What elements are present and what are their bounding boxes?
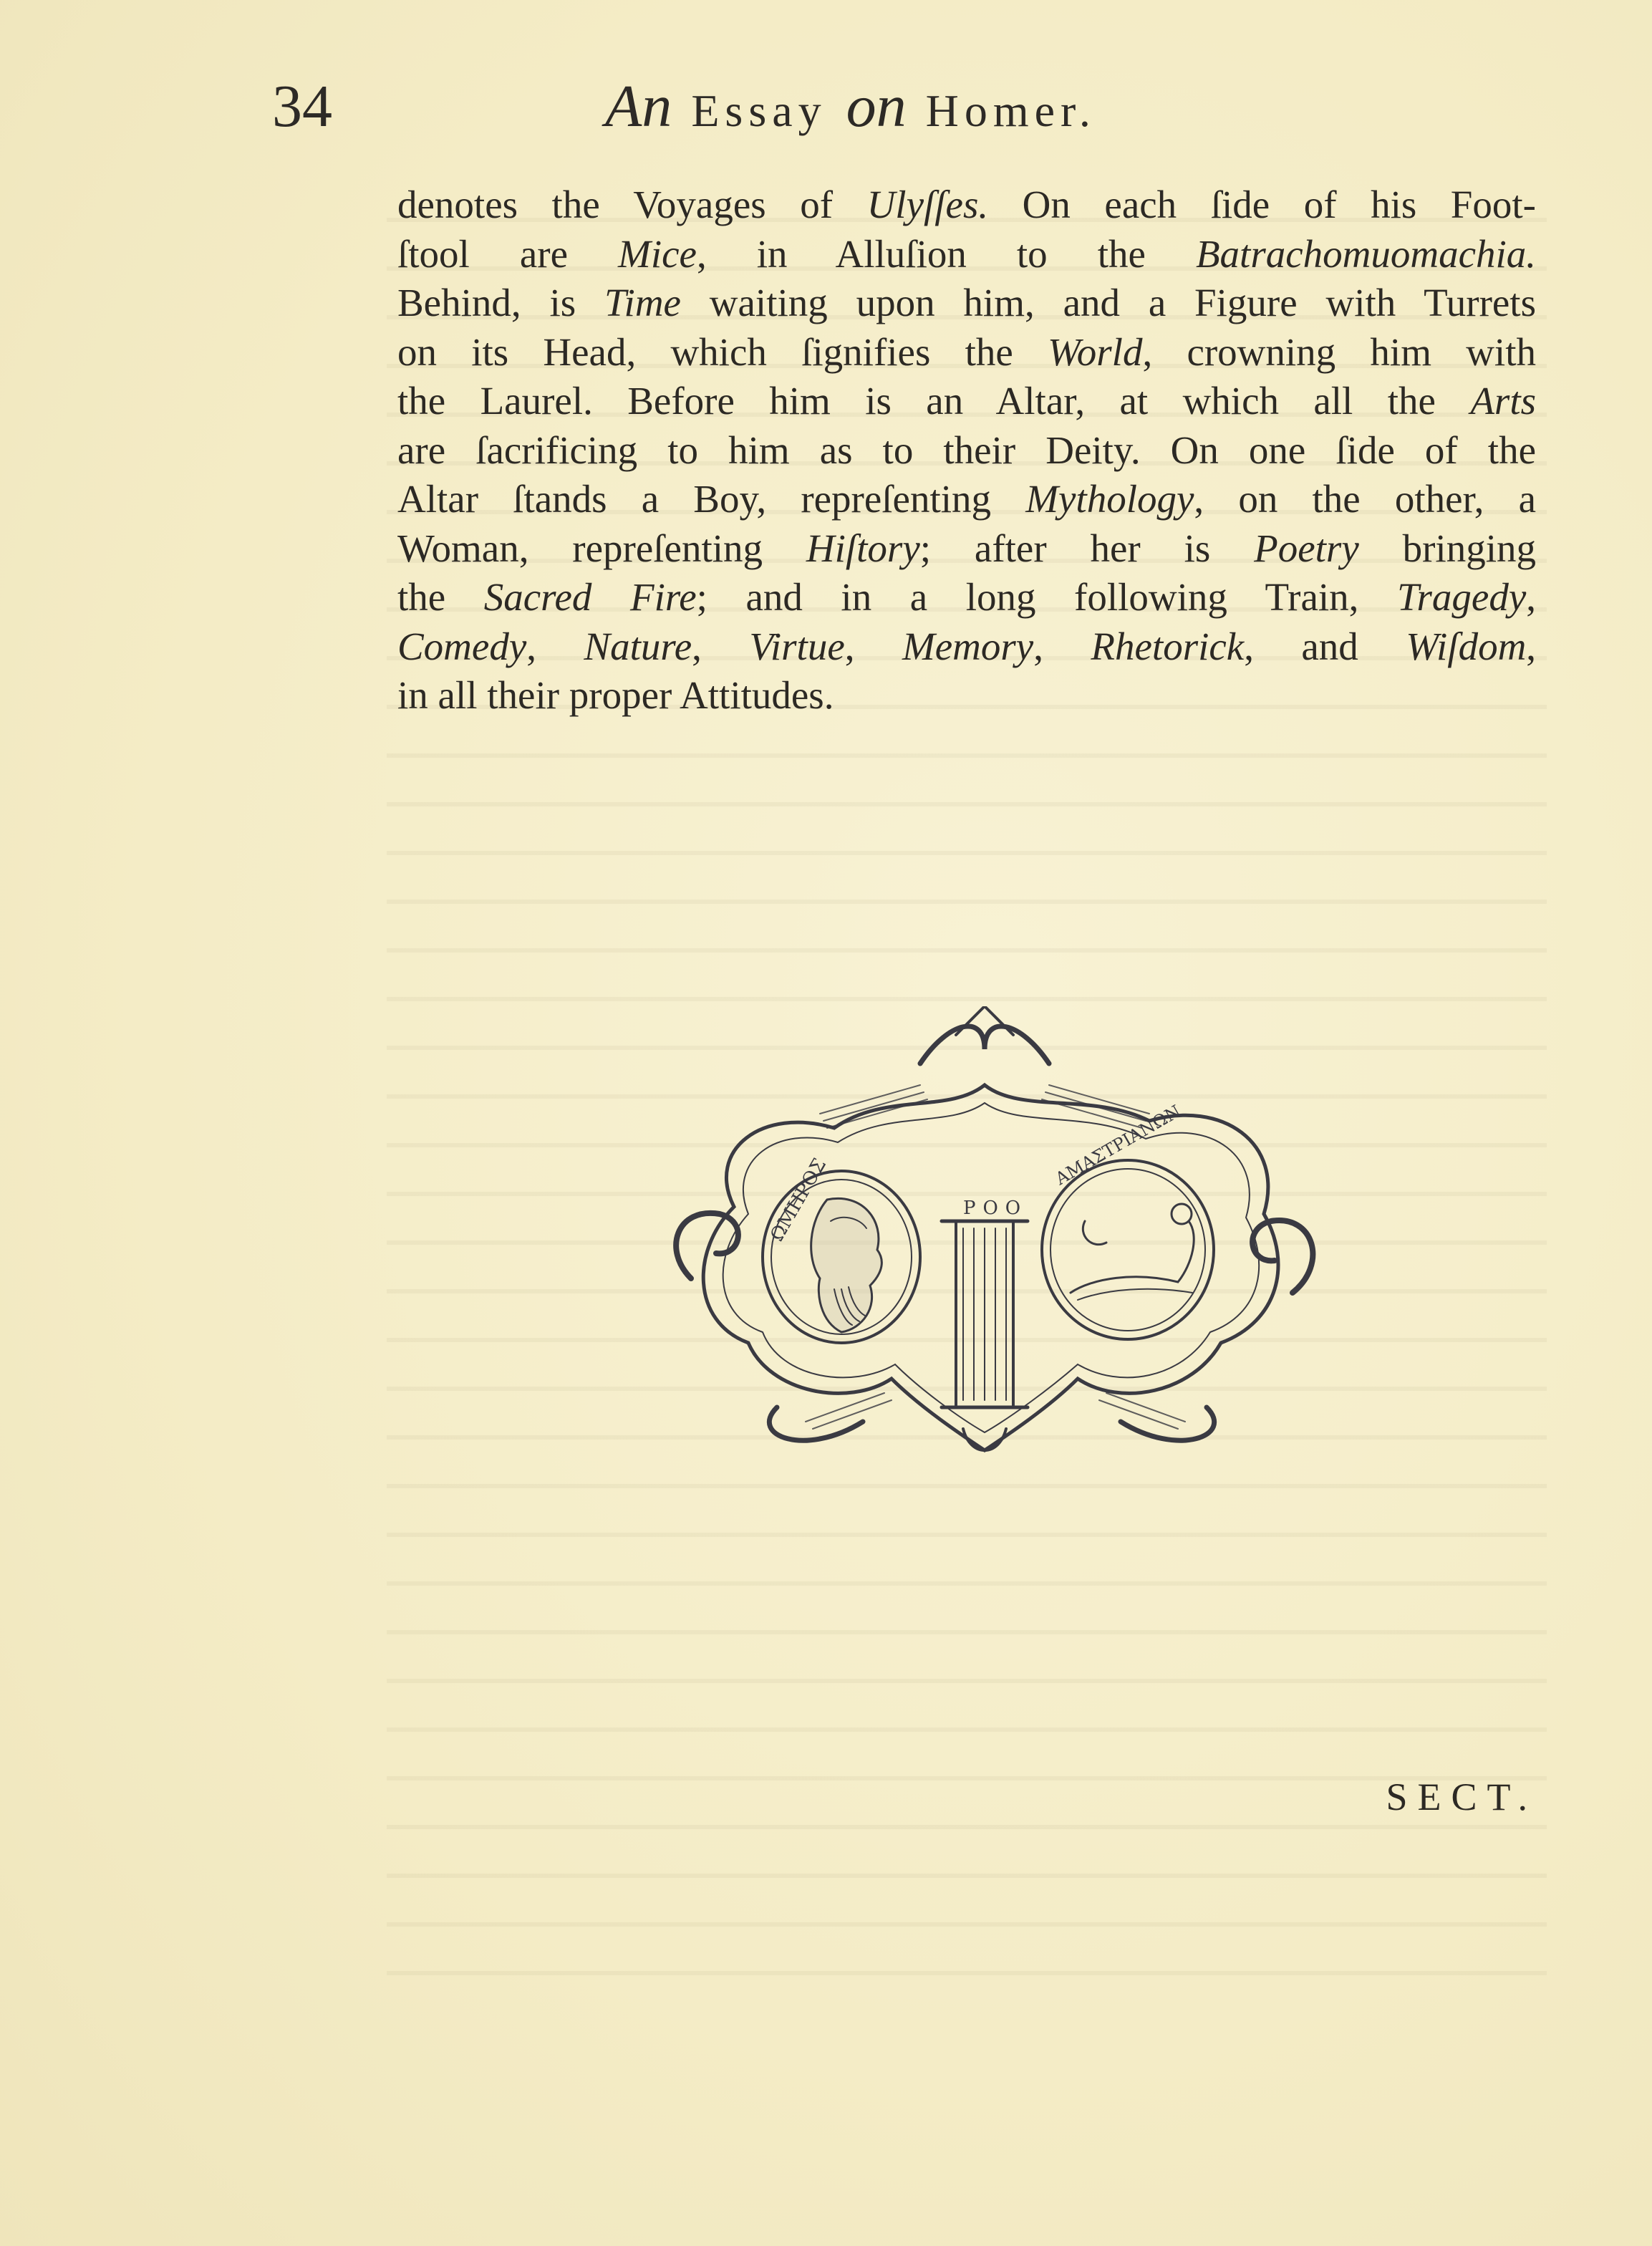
body-paragraph [397,180,1536,720]
text-run: ; after her is [919,526,1255,570]
text-line [397,475,1536,524]
page-number: 34 [272,73,332,140]
text-run: , and [1244,624,1406,668]
left-coin-inscription: ΩΜΗΡΟΣ [766,1155,831,1245]
text-line [397,377,1536,426]
text-run: are ſacrificing to him as to their Deity. On one ſide of the [397,428,1536,472]
italic-phrase: Memory [902,624,1034,668]
italic-phrase: Mice [618,231,697,276]
text-run: Altar ſtands a Boy, repreſenting [397,477,1026,521]
italic-phrase: Mythology [1025,477,1194,521]
text-line [397,328,1536,377]
italic-phrase: Wiſdom [1406,624,1527,668]
text-run: the [397,575,484,619]
text-run: Woman, repreſenting [397,526,806,570]
italic-phrase: Comedy [397,624,527,668]
text-run: Behind, is [397,281,604,324]
text-run: , [526,624,584,668]
text-run: , [692,624,750,668]
text-run: , crowning him with [1142,329,1536,374]
text-run: , in Alluſion to the [696,231,1196,276]
running-head-prefix: An [605,73,672,140]
text-line [397,230,1536,279]
text-run: ; and in a long following Train, [696,575,1397,619]
text-line [397,180,1536,230]
page-header [272,72,1532,150]
text-run: , [844,624,902,668]
text-line [397,573,1536,622]
italic-phrase: Tragedy [1396,575,1527,619]
italic-phrase: Arts [1470,379,1536,423]
text-line [397,524,1536,574]
text-line [397,426,1536,476]
text-run: bringing [1358,526,1536,570]
text-run: ſtool are [397,231,619,276]
italic-phrase: Rhetorick [1091,624,1245,668]
text-run: in all their proper Attitudes. [397,673,834,717]
italic-phrase: Nature [584,624,692,668]
italic-phrase: Hiſtory [806,526,920,570]
text-run: On each ſide of his Foot- [988,183,1536,226]
text-line [397,279,1536,328]
text-run: , [1526,624,1537,668]
text-run: on its Head, which ſignifies the [397,329,1048,374]
center-inscription: ΡΟΟ [963,1197,1028,1219]
text-run: , on the other, a [1194,477,1536,521]
engraved-medallion-ornament [648,1006,1343,1472]
italic-phrase: Batrachomuomachia. [1195,231,1537,276]
text-run: , [1526,575,1536,619]
italic-phrase: Sacred Fire [483,575,697,619]
text-run: waiting upon him, and a Figure with Turrets [680,281,1536,324]
text-line [397,622,1536,672]
text-run: , [1033,624,1091,668]
text-run: the Laurel. Before him is an Altar, at which all the [397,379,1471,423]
right-coin-inscription: ΑΜΑΣΤΡΙΑΝΩΝ [1052,1101,1184,1190]
catchword: SECT. [1386,1775,1537,1818]
italic-phrase: Virtue [749,624,845,668]
italic-phrase: Ulyſſes. [866,183,989,226]
running-head-homer: Homer. [925,85,1096,136]
text-line [397,671,1536,720]
italic-phrase: World [1048,329,1143,374]
italic-phrase: Poetry [1254,526,1359,570]
running-head-essay: Essay [691,85,827,136]
running-head [605,72,1096,141]
running-head-on: on [846,73,907,140]
italic-phrase: Time [604,281,681,324]
text-run: denotes the Voyages of [397,183,867,226]
